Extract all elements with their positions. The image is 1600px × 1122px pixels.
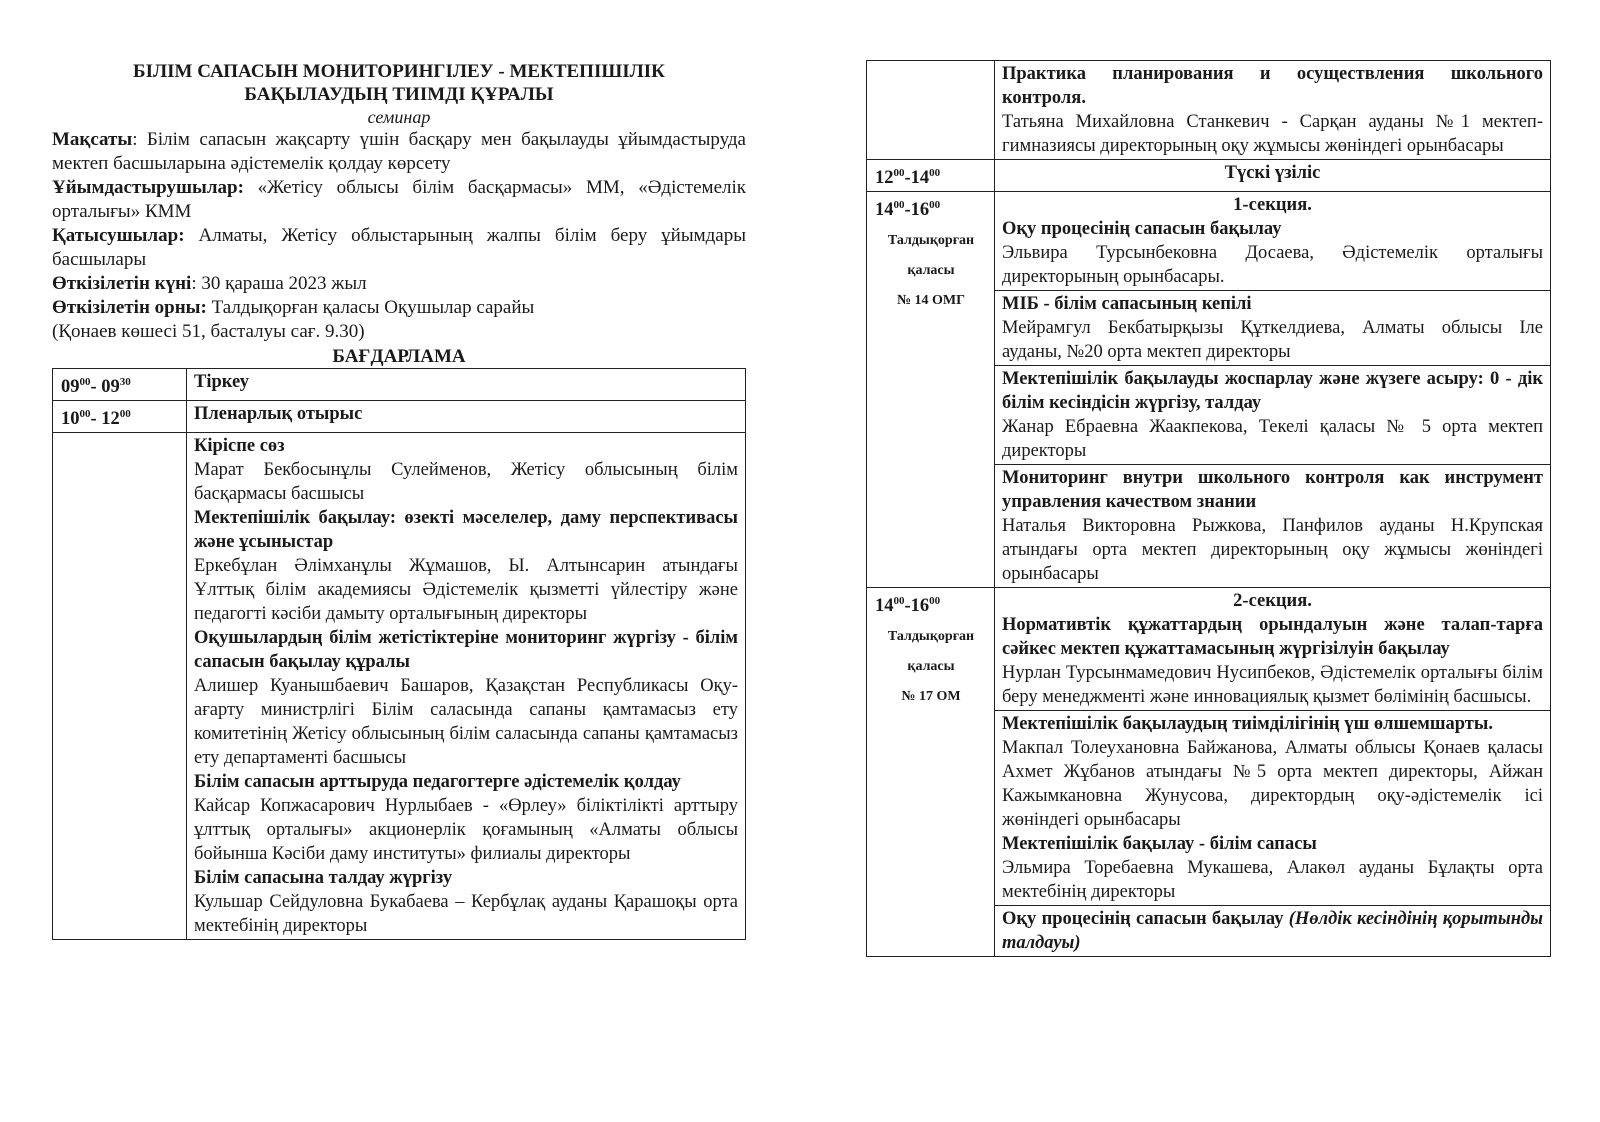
section1-item-cell <box>995 366 1551 465</box>
section2-item-cell <box>995 588 1551 711</box>
list-item <box>194 626 738 770</box>
place-paragraph <box>52 296 746 320</box>
goal-label: Мақсаты <box>52 129 133 150</box>
table-row <box>867 61 1551 160</box>
item-title: Білім сапасына талдау жүргізу <box>194 868 453 889</box>
date-text: : 30 қараша 2023 жыл <box>191 273 367 294</box>
table-row <box>867 160 1551 192</box>
item-person: Еркебұлан Әлімханұлы Жұмашов, Ы. Алтынсарин атындағы Ұлттық білім академиясы Әдістемелік қызметті үйлестіру және педагогті кәсіби дамыту орталығының директоры <box>194 556 738 625</box>
program-heading: БАҒДАРЛАМА <box>332 346 466 367</box>
list-item <box>194 770 738 866</box>
place-text: Талдықорған қаласы Оқушылар сарайы <box>206 297 535 318</box>
right-column <box>866 60 1551 957</box>
document-title-line2: БАҚЫЛАУДЫҢ ТИІМДІ ҚҰРАЛЫ <box>244 84 554 105</box>
document-subtitle: семинар <box>367 107 431 127</box>
item-title: МІБ - білім сапасының кепілі <box>1002 294 1252 315</box>
organizers-label: Ұйымдастырушылар: <box>52 177 244 198</box>
item-person: Мейрамгул Бекбатырқызы Құткелдиева, Алматы облысы Іле ауданы, №20 орта мектеп директоры <box>1002 318 1543 363</box>
section2-item-cell <box>995 711 1551 906</box>
left-column <box>52 60 746 940</box>
section1-item-cell <box>995 291 1551 366</box>
section1-item-cell <box>995 192 1551 291</box>
participants-label: Қатысушылар: <box>52 225 185 246</box>
last-item-italic: (Нөлдік кесіндінің қорытынды талдауы) <box>1002 909 1543 954</box>
item-title: Білім сапасын арттыруда педагогтерге әдістемелік қолдау <box>194 772 681 793</box>
item-person: Макпал Толеухановна Байжанова, Алматы облысы Қонаев қаласы Ахмет Жұбанов атындағы №5 орта мектеп директоры, Айжан Кажымкановна Жунусова, директордың оқу-әдістемелік ісі жөніндегі орынбасары <box>1002 738 1543 831</box>
table-row <box>53 401 746 433</box>
item-title: Оқу процесінің сапасын бақылау <box>1002 219 1282 240</box>
section1-time-cell: $14^{00}-16^{00}$ Талдықорған қаласы № 14 ОМГ <box>867 192 995 588</box>
time-cell: $12^{00}-14^{00}$ <box>867 160 995 192</box>
time-cell: $10^{00}-$ $12^{00}$ <box>53 401 187 433</box>
goal-text: : Білім сапасын жақсарту үшін басқару мен бақылауды ұйымдастыруда мектеп басшыларына әдістемелік қолдау көрсету <box>52 129 746 174</box>
section1-location: Талдықорған қаласы № 14 ОМГ <box>887 233 975 309</box>
table-row <box>867 588 1551 711</box>
table-row <box>53 369 746 401</box>
item-person: Эльмира Торебаевна Мукашева, Алакөл ауданы Бұлақты орта мектебінің директоры <box>1002 858 1543 903</box>
section2-location: Талдықорған қаласы № 17 ОМ <box>887 629 975 705</box>
registration-cell: Тіркеу <box>187 369 746 401</box>
item-title: Мониторинг внутри школьного контроля как инструмент управления качеством знании <box>1002 468 1543 513</box>
top-item-cell <box>995 61 1551 160</box>
date-label: Өткізілетін күні <box>52 273 192 294</box>
section1-heading: 1-секция. <box>1233 195 1312 216</box>
item-person: Марат Бекбосынұлы Сулейменов, Жетісу облысының білім басқармасы басшысы <box>194 460 738 505</box>
item-person: Кайсар Копжасарович Нурлыбаев - «Өрлеу» біліктілікті арттыру ұлттық орталығы» акционерлік қоғамының «Алматы облысы бойынша Кәсіби даму институты» филиалы директоры <box>194 796 738 865</box>
address-line: (Қонаев көшесі 51, басталуы сағ. 9.30) <box>52 321 365 342</box>
item-title: Практика планирования и осуществления школьного контроля. <box>1002 64 1543 108</box>
section1-item-cell <box>995 465 1551 588</box>
time-cell: $09^{00}-$ $09^{30}$ <box>53 369 187 401</box>
list-item <box>194 434 738 506</box>
item-person: Наталья Викторовна Рыжкова, Панфилов ауданы Н.Крупская атындағы орта мектеп директорының оқу жұмысы жөніндегі орынбасары <box>1002 516 1543 585</box>
table-row <box>53 433 746 940</box>
last-item-title: Оқу процесінің сапасын бақылау (Нөлдік кесіндінің қорытынды талдауы) <box>1002 909 1543 954</box>
item-title: Мектепішілік бақылаудың тиімділігінің үш өлшемшарты. <box>1002 714 1493 735</box>
list-item <box>194 866 738 938</box>
section2-heading: 2-секция. <box>1233 591 1312 612</box>
time-cell-empty <box>867 61 995 160</box>
table-row <box>867 192 1551 291</box>
program-table-right <box>866 60 1551 957</box>
item-person: Алишер Куанышбаевич Башаров, Қазақстан Республикасы Оқу-ағарту министрлігі Білім саласында сапаны қамтамасыз ету комитетінің Жетісу облысының білім саласында сапаны қамтамасыз ету департаменті басшысы <box>194 676 738 769</box>
item-title: Кіріспе сөз <box>194 436 285 457</box>
participants-text: Алматы, Жетісу облыстарының жалпы білім беру ұйымдары басшылары <box>52 225 746 270</box>
section2-time-cell: $14^{00}-16^{00}$ Талдықорған қаласы № 17 ОМ <box>867 588 995 957</box>
goal-paragraph <box>52 128 746 176</box>
item-person: Жанар Ебраевна Жаакпекова, Текелі қаласы № 5 орта мектеп директоры <box>1002 417 1543 462</box>
date-paragraph <box>52 272 746 296</box>
section2-last-cell <box>995 906 1551 957</box>
program-table-left <box>52 368 746 940</box>
item-person: Татьяна Михайловна Станкевич - Сарқан ауданы №1 мектеп-гимназиясы директорының оқу жұмысы жөніндегі орынбасары <box>1002 112 1543 156</box>
organizers-paragraph <box>52 176 746 224</box>
participants-paragraph <box>52 224 746 272</box>
item-title: Мектепішілік бақылау - білім сапасы <box>1002 834 1317 855</box>
place-label: Өткізілетін орны: <box>52 297 207 318</box>
plenary-cell: Пленарлық отырыс <box>187 401 746 433</box>
item-title: Оқушылардың білім жетістіктеріне мониторинг жүргізу - білім сапасын бақылау құралы <box>194 628 738 673</box>
list-item <box>194 506 738 626</box>
organizers-text: «Жетісу облысы білім басқармасы» ММ, «Әдістемелік орталығы» КММ <box>52 177 746 222</box>
item-title: Мектепішілік бақылау: өзекті мәселелер, даму перспективасы және ұсыныстар <box>194 508 738 553</box>
plenary-items-cell <box>187 433 746 940</box>
item-title: Мектепішілік бақылауды жоспарлау және жүзеге асыру: 0 - дік білім кесіндісін жүргізу, талдау <box>1002 369 1543 414</box>
time-cell-empty <box>53 433 187 940</box>
document-title-line1: БІЛІМ САПАСЫН МОНИТОРИНГІЛЕУ - МЕКТЕПІШІЛІК <box>133 61 665 82</box>
item-person: Эльвира Турсынбековна Досаева, Әдістемелік орталығы директорының орынбасары. <box>1002 243 1543 288</box>
lunch-cell: Түскі үзіліс <box>995 160 1551 192</box>
item-title: Нормативтік құжаттардың орындалуын және талап-тарға сәйкес мектеп құжаттамасының жүргізілуін бақылау <box>1002 615 1543 660</box>
item-person: Нурлан Турсынмамедович Нусипбеков, Әдістемелік орталығы білім беру менеджменті және инновациялық қызмет бөлімінің басшысы. <box>1002 663 1543 708</box>
item-person: Кульшар Сейдуловна Букабаева – Кербұлақ ауданы Қарашоқы орта мектебінің директоры <box>194 892 738 937</box>
